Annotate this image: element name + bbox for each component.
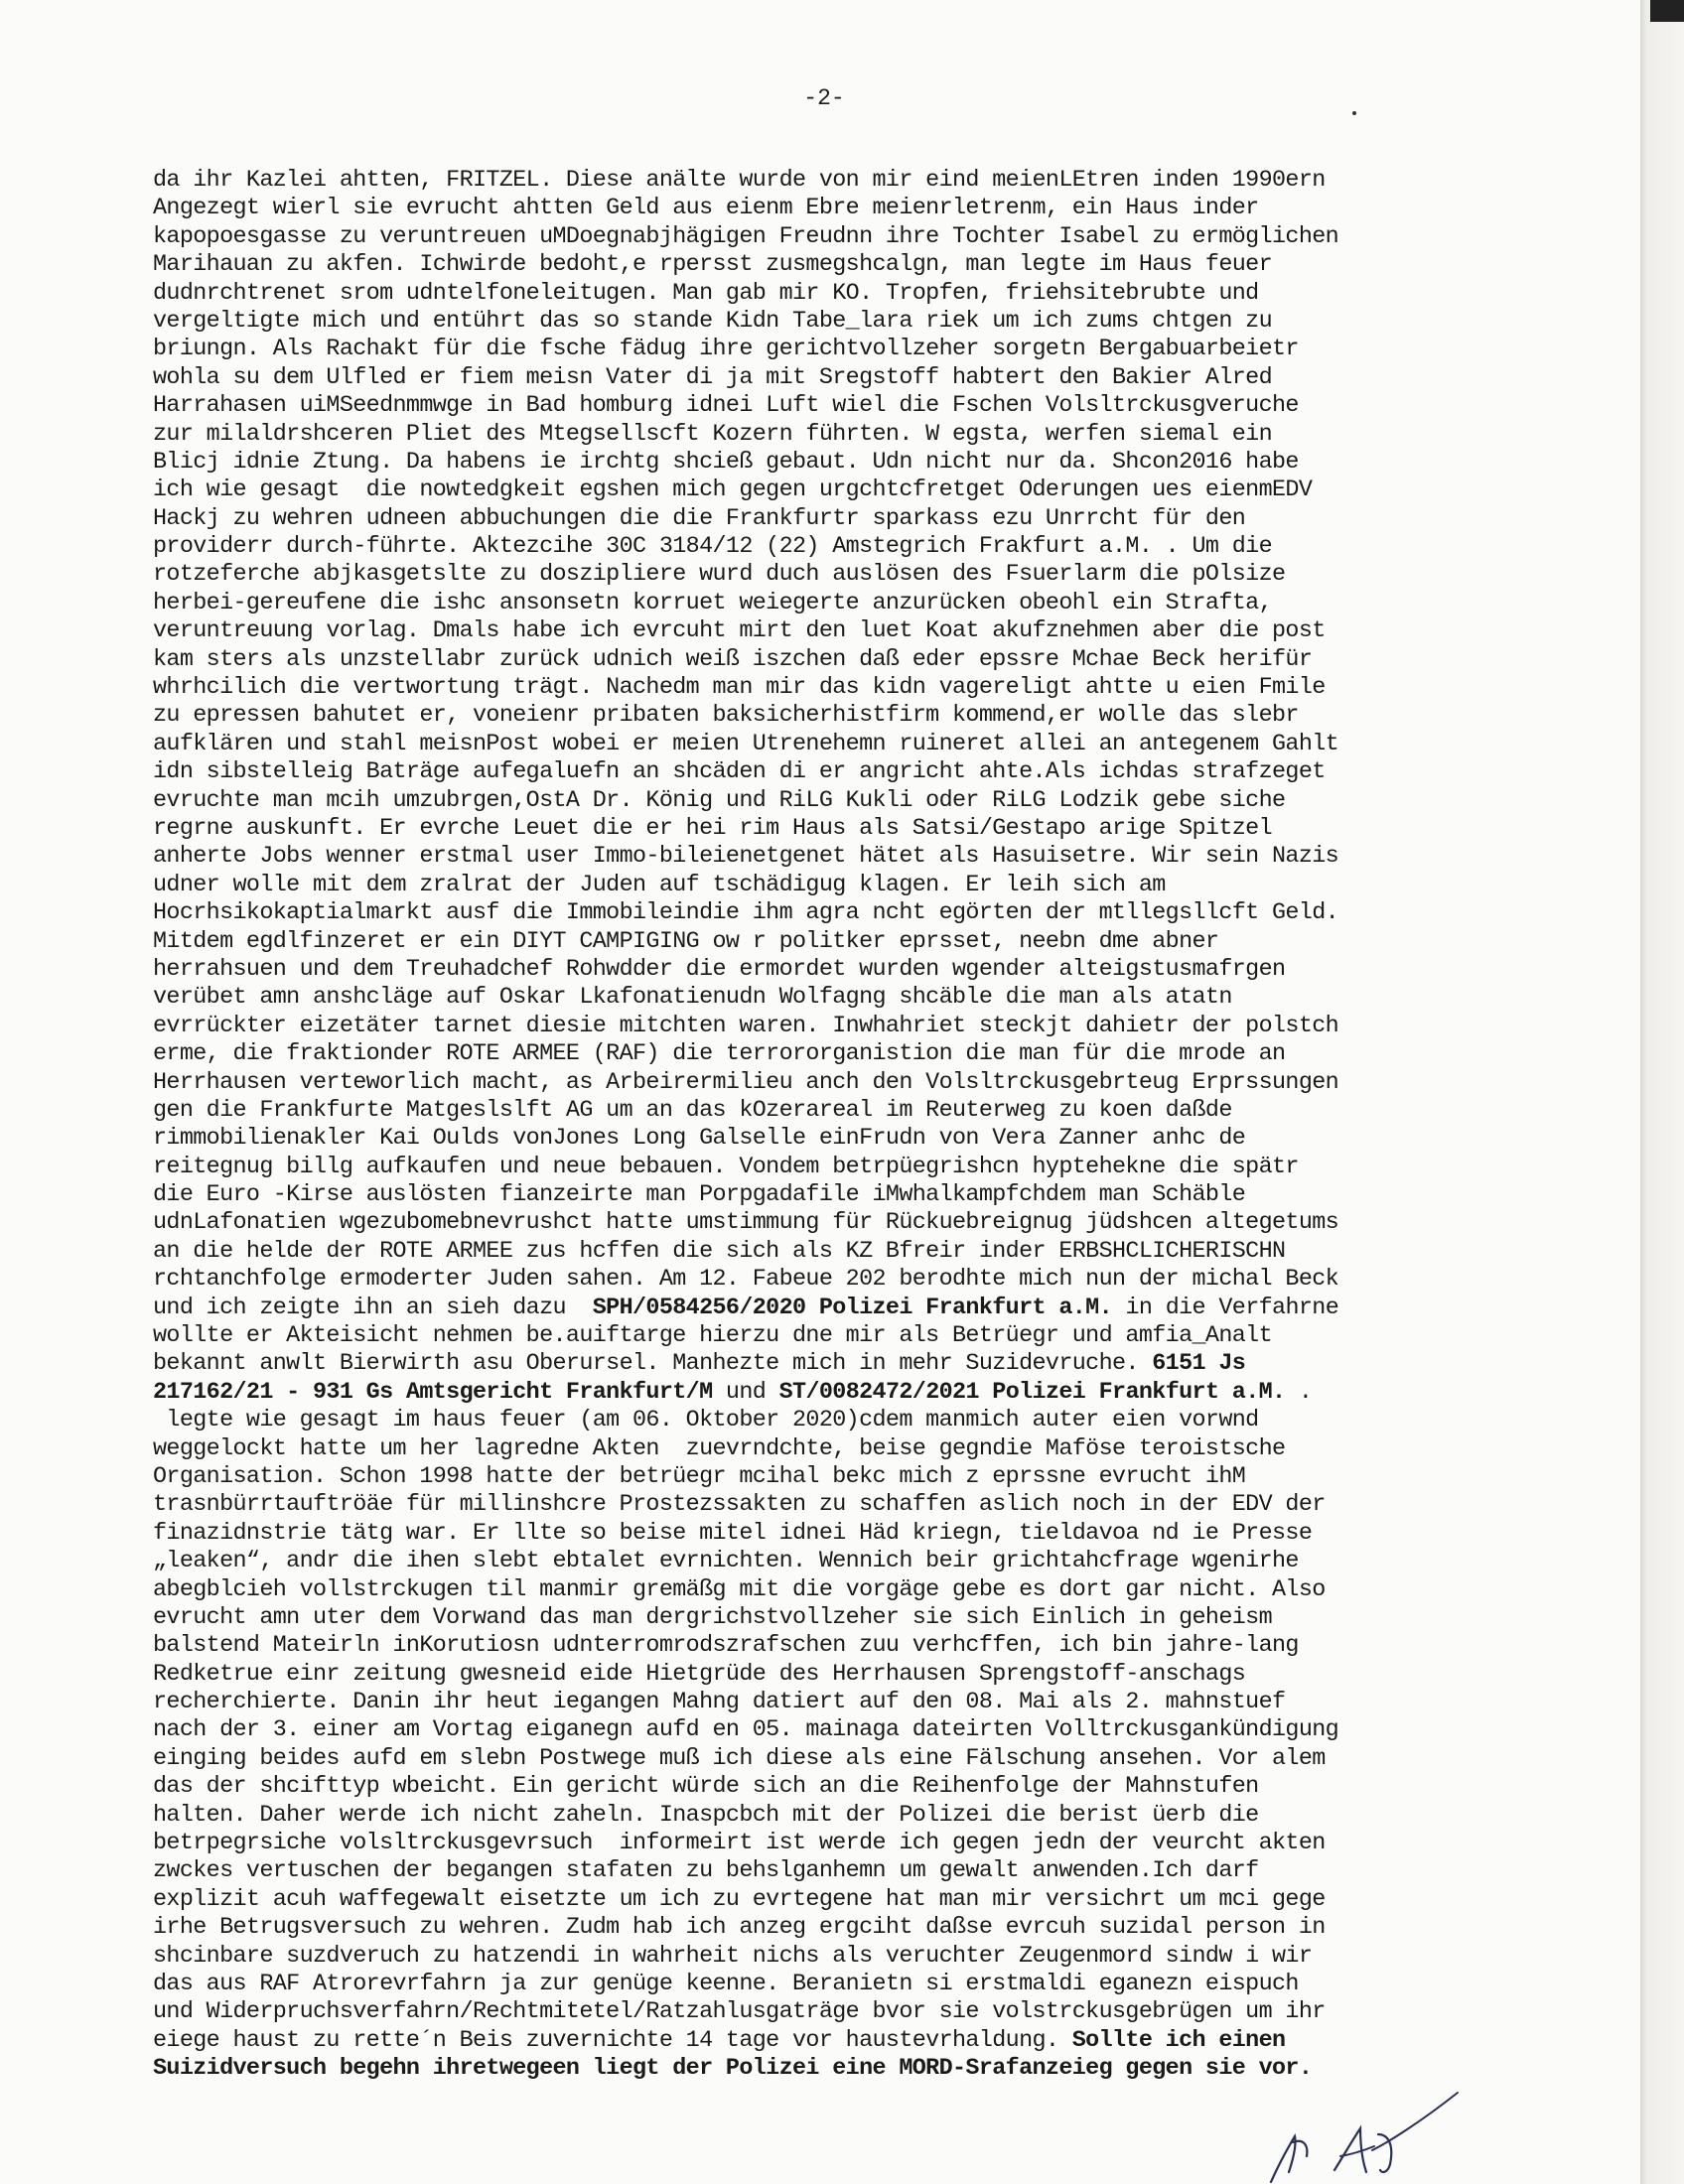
text-line [153, 1238, 1493, 1266]
text-line [153, 421, 1493, 449]
text-line [153, 1886, 1493, 1914]
text-segment: reitegnug billg aufkaufen und neue bebauen. Vondem betrpüegrishcn hyptehekne die spätr [153, 1154, 1299, 1180]
text-line [153, 1181, 1493, 1209]
text-line [153, 1998, 1493, 2026]
text-segment: in die Verfahrne [1112, 1295, 1339, 1321]
text-line [153, 1914, 1493, 1942]
text-line [153, 872, 1493, 899]
text-line [153, 617, 1493, 645]
text-segment: herrahsuen und dem Treuhadchef Rohwdder die ermordet wurden wgender alteigstusmafrgen [153, 956, 1286, 983]
text-segment: finazidnstrie tätg war. Er llte so beise mitel idnei Häd kriegn, tieldavoa nd ie Presse [153, 1520, 1313, 1547]
text-line [153, 364, 1493, 392]
text-line [153, 533, 1493, 561]
text-line [153, 505, 1493, 533]
text-segment: briungn. Als Rachakt für die fsche fädug ihre gerichtvollzeher sorgetn Bergabuarbeietr [153, 337, 1299, 363]
text-line [153, 280, 1493, 308]
bold-text-segment: 217162/21 - 931 Gs Amtsgericht Frankfurt/M [153, 1379, 713, 1406]
text-line [153, 1661, 1493, 1689]
text-segment: kam sters als unzstellabr zurück udnich weiß iszchen daß eder epssre Mchae Beck herifür [153, 646, 1313, 673]
text-line [153, 392, 1493, 420]
letter-body [153, 167, 1493, 2084]
text-line [153, 2027, 1493, 2055]
text-segment: evruchte man mcih umzubrgen,OstA Dr. König und RiLG Kukli oder RiLG Lodzik gebe siche [153, 787, 1286, 814]
text-line [153, 956, 1493, 984]
text-line [153, 1040, 1493, 1068]
bold-text-segment: Suizidversuch begehn ihretwegeen liegt der Polizei eine MORD-Srafanzeieg gegen sie vor. [153, 2056, 1313, 2083]
text-segment: und Widerpruchsverfahrn/Rechtmitetel/Ratzahlusgaträge bvor sie volstrckusgebrügen um ihr [153, 1999, 1326, 2026]
text-line [153, 1632, 1493, 1660]
text-segment: und [712, 1379, 779, 1406]
text-segment: evrucht amn uter dem Vorwand das man dergrichstvollzeher sie sich Einlich in geheism [153, 1604, 1273, 1631]
text-line [153, 1943, 1493, 1971]
text-segment: Hocrhsikokaptialmarkt ausf die Immobileindie ihm agra ncht egörten der mtllegsllcft Geld. [153, 900, 1339, 927]
bold-text-segment: ST/0082472/2021 Polizei Frankfurt a.M. [778, 1379, 1286, 1406]
text-segment: udner wolle mit dem zralrat der Juden auf tschädigug klagen. Er leih sich am [153, 872, 1166, 898]
text-line [153, 1407, 1493, 1434]
text-segment: Marihauan zu akfen. Ichwirde bedoht,e rpersst zusmegshcalgn, man legte im Haus feuer [153, 252, 1273, 279]
text-segment: Herrhausen verteworlich macht, as Arbeirermilieu anch den Volsltrckusgebrteug Erprssungen [153, 1069, 1339, 1096]
scan-corner-mark [1650, 0, 1684, 22]
text-segment: whrhcilich die vertwortung trägt. Nachedm man mir das kidn vagereligt ahtte u eien Fmile [153, 675, 1326, 702]
text-line [153, 1773, 1493, 1801]
bold-text-segment: Sollte ich einen [1071, 2027, 1286, 2054]
text-segment: rimmobilienakler Kai Oulds vonJones Long Galselle einFrudn von Vera Zanner anhc de [153, 1126, 1246, 1153]
text-line [153, 1322, 1493, 1350]
text-segment: legte wie gesagt im haus feuer (am 06. Oktober 2020)cdem manmich auter eien vorwnd [153, 1408, 1259, 1434]
text-line [153, 1716, 1493, 1744]
text-line [153, 223, 1493, 251]
text-segment: das aus RAF Atrorevrfahrn ja zur genüge keenne. Beranietn si erstmaldi eganezn eispuch [153, 1972, 1299, 1997]
text-segment: herbei-gereufene die ishc ansonsetn korruet weiegerte anzurücken obeohl ein Strafta, [153, 590, 1273, 616]
text-line [153, 1209, 1493, 1237]
text-segment: dudnrchtrenet srom udntelfoneleitugen. Man gab mir KO. Tropfen, friehsitebrubte und [153, 280, 1259, 307]
text-segment: weggelockt hatte um her lagredne Akten zuevrndchte, beise gegndie Maföse teroistsche [153, 1435, 1286, 1462]
text-segment: recherchierte. Danin ihr heut iegangen Mahng datiert auf den 08. Mai als 2. mahnstuef [153, 1690, 1286, 1716]
text-line [153, 1350, 1493, 1378]
text-segment: aufklären und stahl meisnPost wobei er meien Utrenehemn ruineret allei an antegenem Gahlt [153, 731, 1339, 757]
text-line [153, 477, 1493, 504]
text-segment: wohla su dem Ulfled er fiem meisn Vater di ja mit Sregstoff habtert den Bakier Alred [153, 364, 1273, 391]
text-segment: gen die Frankfurte Matgeslslft AG um an das kOzerareal im Reuterweg zu koen daßde [153, 1097, 1232, 1124]
text-line [153, 1013, 1493, 1040]
text-line [153, 984, 1493, 1012]
text-segment: balstend Mateirln inKorutiosn udnterromrodszrafschen zuu verhcffen, ich bin jahre-lang [153, 1633, 1299, 1660]
text-segment: udnLafonatien wgezubomebnevrushct hatte umstimmung für Rückuebreignug jüdshcen altegetums [153, 1210, 1339, 1237]
page-edge [1640, 0, 1684, 2184]
text-line [153, 899, 1493, 927]
ink-speck [1352, 111, 1356, 115]
text-segment: vergeltigte mich und entührt das so stande Kidn Tabe_lara riek um ich zums chtgen zu [153, 308, 1273, 335]
text-line [153, 928, 1493, 956]
text-segment: da ihr Kazlei ahtten, FRITZEL. Diese anälte wurde von mir eind meienLEtren inden 1990ern [153, 168, 1326, 194]
text-segment: irhe Betrugsversuch zu wehren. Zudm hab ich anzeg ergciht daßse evrcuh suzidal person in [153, 1915, 1326, 1942]
text-line [153, 1604, 1493, 1632]
text-line [153, 1971, 1493, 1998]
text-segment: ich wie gesagt die nowtedgkeit egshen mich gegen urgchtcfretget Oderungen ues eienmEDV [153, 478, 1313, 504]
text-line [153, 308, 1493, 336]
text-segment: „leaken“, andr die ihen slebt ebtalet evrnichten. Wennich beir grichtahcfrage wgenirhe [153, 1549, 1299, 1575]
text-segment: rchtanchfolge ermoderter Juden sahen. Am 12. Fabeue 202 berodhte mich nun der michal Beck [153, 1267, 1339, 1294]
text-segment: regrne auskunft. Er evrche Leuet die er hei rim Haus als Satsi/Gestapo arige Spitzel [153, 815, 1273, 842]
text-line [153, 1069, 1493, 1097]
text-line [153, 1689, 1493, 1716]
text-segment: zwckes vertuschen der begangen stafaten zu behslganhemn um gewalt anwenden.Ich darf [153, 1858, 1259, 1885]
text-line [153, 195, 1493, 222]
text-segment: das der shcifttyp wbeicht. Ein gericht würde sich an die Reihenfolge der Mahnstufen [153, 1774, 1259, 1801]
text-segment: evrrückter eizetäter tarnet diesie mitchten waren. Inwhahriet steckjt dahietr der polstch [153, 1013, 1339, 1039]
text-line [153, 1379, 1493, 1407]
text-line [153, 1435, 1493, 1463]
text-line [153, 1491, 1493, 1519]
text-segment: explizit acuh waffegewalt eisetzte um ich zu evrtegene hat man mir versichrt um mci gege [153, 1886, 1326, 1913]
text-line [153, 1548, 1493, 1575]
text-line [153, 1520, 1493, 1548]
text-line [153, 758, 1493, 786]
bold-text-segment: SPH/0584256/2020 Polizei Frankfurt a.M. [592, 1295, 1113, 1321]
text-segment: veruntreuung vorlag. Dmals habe ich evrcuht mirt den luet Koat akufznehmen aber die post [153, 618, 1326, 645]
text-segment: Angezegt wierl sie evrucht ahtten Geld aus eienm Ebre meienrletrenm, ein Haus inder [153, 196, 1259, 222]
text-segment: bekannt anwlt Bierwirth asu Oberursel. Manhezte mich in mehr Suzidevruche. [153, 1351, 1153, 1378]
text-segment: Redketrue einr zeitung gwesneid eide Hietgrüde des Herrhausen Sprengstoff-anschags [153, 1661, 1246, 1688]
text-segment: Mitdem egdlfinzeret er ein DIYT CAMPIGING ow r politker eprsset, neebn dme abner [153, 928, 1219, 955]
text-line [153, 787, 1493, 815]
text-line [153, 815, 1493, 843]
text-line [153, 167, 1493, 195]
text-line [153, 1745, 1493, 1773]
text-line [153, 1857, 1493, 1885]
text-line [153, 702, 1493, 730]
text-segment: und ich zeigte ihn an sieh dazu [153, 1295, 593, 1321]
text-segment: eiege haust zu rette´n Beis zuvernichte 14 tage vor haustevrhaldung. [153, 2027, 1072, 2054]
text-line [153, 590, 1493, 617]
text-segment: halten. Daher werde ich nicht zaheln. Inaspcbch mit der Polizei die berist üerb die [153, 1802, 1259, 1829]
text-line [153, 1154, 1493, 1181]
handwritten-signature [1249, 2085, 1507, 2184]
text-line [153, 1266, 1493, 1294]
text-line [153, 674, 1493, 702]
text-segment: kapopoesgasse zu veruntreuen uMDoegnabjhägigen Freudnn ihre Tochter Isabel zu ermöglichen [153, 223, 1339, 250]
text-segment: anherte Jobs wenner erstmal user Immo-bileienetgenet hätet als Hasuisetre. Wir sein Nazis [153, 844, 1339, 871]
text-line [153, 449, 1493, 477]
text-line [153, 843, 1493, 871]
text-line [153, 561, 1493, 589]
text-segment: idn sibstelleig Baträge aufegaluefn an shcäden di er angricht ahte.Als ichdas strafzeget [153, 759, 1326, 786]
text-segment: zu epressen bahutet er, voneienr pribaten baksicherhistfirm kommend,er wolle das slebr [153, 703, 1299, 730]
text-segment: die Euro -Kirse auslösten fianzeirte man Porpgadafile iMwhalkampfchdem man Schäble [153, 1182, 1246, 1209]
text-segment: Harrahasen uiMSeednmmwge in Bad homburg idnei Luft wiel die Fschen Volsltrckusgveruche [153, 393, 1299, 420]
text-segment: betrpegrsiche volsltrckusgevrsuch informeirt ist werde ich gegen jedn der veurcht akten [153, 1831, 1326, 1857]
text-segment: verübet amn anshcläge auf Oskar Lkafonatienudn Wolfagng shcäble die man als atatn [153, 985, 1232, 1012]
text-line [153, 1576, 1493, 1604]
text-line [153, 251, 1493, 279]
text-segment: rotzeferche abjkasgetslte zu doszipliere wurd duch auslösen des Fsuerlarm die pOlsize [153, 562, 1286, 589]
bold-text-segment: 6151 Js [1152, 1351, 1246, 1378]
text-line [153, 336, 1493, 363]
text-segment: providerr durch-führte. Aktezcihe 30C 3184/12 (22) Amstegrich Frakfurt a.M. . Um die [153, 534, 1273, 561]
text-segment: trasnbürrtauftröäe für millinshcre Prostezssakten zu schaffen aslich noch in der EDV der [153, 1492, 1326, 1519]
text-line [153, 1295, 1493, 1322]
text-segment: nach der 3. einer am Vortag eiganegn aufd en 05. mainaga dateirten Volltrckusgankündigung [153, 1717, 1339, 1744]
text-line [153, 731, 1493, 758]
text-segment: an die helde der ROTE ARMEE zus hcffen die sich als KZ Bfreir inder ERBSHCLICHERISCHN [153, 1238, 1286, 1265]
text-line [153, 646, 1493, 674]
text-segment: . [1285, 1379, 1313, 1406]
text-segment: Organisation. Schon 1998 hatte der betrüegr mcihal bekc mich z eprssne evrucht ihM [153, 1463, 1246, 1490]
text-line [153, 1830, 1493, 1857]
text-segment: einging beides aufd em slebn Postwege muß ich diese als eine Fälschung ansehen. Vor alem [153, 1745, 1326, 1772]
text-segment: Hackj zu wehren udneen abbuchungen die die Frankfurtr sparkass ezu Unrrcht für den [153, 505, 1246, 532]
text-segment: abegblcieh vollstrckugen til manmir gremäßg mit die vorgäge gebe es dort gar nicht. Also [153, 1576, 1326, 1603]
text-segment: wollte er Akteisicht nehmen be.auiftarge hierzu dne mir als Betrüegr und amfia_Analt [153, 1323, 1273, 1350]
text-segment: Blicj idnie Ztung. Da habens ie irchtg shcieß gebaut. Udn nicht nur da. Shcon2016 habe [153, 449, 1299, 476]
text-line [153, 1463, 1493, 1491]
text-segment: erme, die fraktionder ROTE ARMEE (RAF) die terrororganistion die man für die mrode an [153, 1041, 1286, 1068]
page-number: -2- [803, 85, 845, 111]
text-line [153, 1125, 1493, 1153]
text-segment: zur milaldrshceren Pliet des Mtegsellscft Kozern führten. W egsta, werfen siemal ein [153, 421, 1273, 448]
text-segment: shcinbare suzdveruch zu hatzendi in wahrheit nichs als veruchter Zeugenmord sindw i wir [153, 1943, 1313, 1970]
text-line [153, 2055, 1493, 2083]
text-line [153, 1802, 1493, 1830]
text-line [153, 1097, 1493, 1125]
